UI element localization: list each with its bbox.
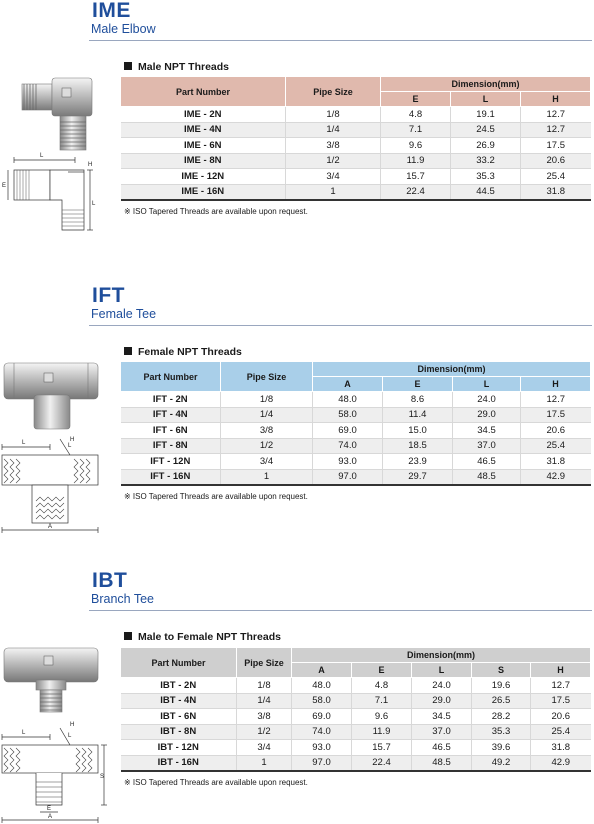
cell-dim: 29.0: [412, 693, 472, 709]
cell-dim: 20.6: [521, 153, 591, 169]
divider: [89, 40, 592, 41]
dim-label-h: H: [70, 437, 75, 443]
dim-label-e: E: [2, 183, 7, 189]
table-row: [121, 454, 591, 470]
ibt-spec-table: [120, 647, 591, 772]
cell-pipe-size: 1/2: [237, 724, 292, 740]
header-dim-h: H: [521, 92, 591, 107]
cell-pipe-size: 1/2: [221, 438, 313, 454]
cell-part-number: IFT - 16N: [121, 469, 221, 485]
cell-dim: 31.8: [521, 184, 591, 200]
product-subtitle: Male Elbow: [91, 22, 156, 36]
cell-dim: 17.5: [521, 407, 591, 423]
table-row: [121, 469, 591, 485]
cell-dim: 11.4: [383, 407, 453, 423]
cell-pipe-size: 1/4: [237, 693, 292, 709]
cell-part-number: IBT - 8N: [121, 724, 237, 740]
cell-part-number: IBT - 12N: [121, 740, 237, 756]
cell-dim: 9.6: [352, 709, 412, 725]
dim-label-s: S: [100, 774, 105, 780]
cell-dim: 48.0: [313, 392, 383, 408]
header-part-number: Part Number: [121, 77, 286, 107]
ibt-tee-drawing: [0, 640, 110, 824]
thread-type-text: Female NPT Threads: [138, 346, 242, 358]
cell-dim: 44.5: [451, 184, 521, 200]
cell-part-number: IME - 8N: [121, 153, 286, 169]
cell-dim: 93.0: [313, 454, 383, 470]
dim-label-l-side: L: [92, 201, 96, 207]
cell-dim: 42.9: [531, 755, 591, 771]
cell-dim: 4.8: [381, 107, 451, 123]
cell-part-number: IFT - 4N: [121, 407, 221, 423]
cell-part-number: IFT - 12N: [121, 454, 221, 470]
cell-dim: 69.0: [313, 423, 383, 439]
header-dim-h: H: [531, 663, 591, 678]
cell-dim: 22.4: [381, 184, 451, 200]
header-pipe-size: Pipe Size: [286, 77, 381, 107]
dim-label-h: H: [70, 722, 75, 728]
header-pipe-size: Pipe Size: [237, 648, 292, 678]
dim-label-e: E: [47, 806, 52, 812]
cell-dim: 25.4: [531, 724, 591, 740]
cell-part-number: IME - 16N: [121, 184, 286, 200]
header-dim-a: A: [292, 663, 352, 678]
table-row: [121, 122, 591, 138]
cell-dim: 18.5: [383, 438, 453, 454]
ime-spec-table: [120, 76, 591, 201]
cell-dim: 19.1: [451, 107, 521, 123]
cell-part-number: IME - 6N: [121, 138, 286, 154]
divider: [89, 610, 592, 611]
cell-dim: 12.7: [521, 107, 591, 123]
cell-dim: 74.0: [292, 724, 352, 740]
dim-label-h: H: [88, 162, 93, 168]
cell-pipe-size: 1/4: [221, 407, 313, 423]
cell-part-number: IFT - 8N: [121, 438, 221, 454]
header-dim-h: H: [521, 377, 591, 392]
product-code: IFT: [92, 284, 125, 307]
cell-dim: 17.5: [521, 138, 591, 154]
product-code: IBT: [92, 569, 128, 592]
cell-dim: 4.8: [352, 678, 412, 694]
cell-part-number: IFT - 2N: [121, 392, 221, 408]
cell-dim: 37.0: [453, 438, 521, 454]
cell-dim: 9.6: [381, 138, 451, 154]
header-dim-e: E: [352, 663, 412, 678]
dim-label-l-top: L: [22, 730, 26, 736]
cell-dim: 29.0: [453, 407, 521, 423]
cell-dim: 7.1: [352, 693, 412, 709]
cell-pipe-size: 1/4: [286, 122, 381, 138]
cell-dim: 15.7: [352, 740, 412, 756]
cell-dim: 25.4: [521, 438, 591, 454]
cell-dim: 39.6: [472, 740, 531, 756]
table-row: [121, 184, 591, 200]
cell-part-number: IBT - 4N: [121, 693, 237, 709]
cell-dim: 24.0: [412, 678, 472, 694]
cell-dim: 69.0: [292, 709, 352, 725]
header-dim-e: E: [383, 377, 453, 392]
header-part-number: Part Number: [121, 648, 237, 678]
table-row: [121, 755, 591, 771]
cell-dim: 17.5: [531, 693, 591, 709]
cell-pipe-size: 1: [286, 184, 381, 200]
cell-dim: 19.6: [472, 678, 531, 694]
header-dim-s: S: [472, 663, 531, 678]
table-row: [121, 107, 591, 123]
header-dimension: Dimension(mm): [313, 362, 591, 377]
header-part-number: Part Number: [121, 362, 221, 392]
table-row: [121, 423, 591, 439]
table-row: [121, 138, 591, 154]
cell-part-number: IBT - 6N: [121, 709, 237, 725]
cell-dim: 37.0: [412, 724, 472, 740]
cell-dim: 7.1: [381, 122, 451, 138]
thread-type-text: Male to Female NPT Threads: [138, 631, 281, 643]
dim-label-l-right: L: [68, 443, 72, 449]
cell-pipe-size: 3/4: [286, 169, 381, 185]
dim-label-l-top: L: [40, 153, 44, 159]
cell-dim: 20.6: [521, 423, 591, 439]
cell-dim: 46.5: [453, 454, 521, 470]
thread-type-label: [124, 61, 229, 73]
iso-note: ※ ISO Tapered Threads are available upon request.: [124, 207, 308, 216]
dim-label-l-right: L: [68, 733, 72, 739]
table-row: [121, 392, 591, 408]
bullet-square-icon: [124, 347, 132, 355]
cell-pipe-size: 3/4: [221, 454, 313, 470]
cell-dim: 26.5: [472, 693, 531, 709]
cell-dim: 48.5: [412, 755, 472, 771]
cell-dim: 11.9: [381, 153, 451, 169]
ift-tee-drawing: [0, 355, 110, 535]
table-row: [121, 740, 591, 756]
cell-pipe-size: 3/8: [237, 709, 292, 725]
table-row: [121, 153, 591, 169]
cell-dim: 12.7: [521, 122, 591, 138]
cell-pipe-size: 1/8: [286, 107, 381, 123]
cell-dim: 11.9: [352, 724, 412, 740]
cell-pipe-size: 3/8: [286, 138, 381, 154]
cell-part-number: IBT - 16N: [121, 755, 237, 771]
cell-dim: 34.5: [453, 423, 521, 439]
cell-dim: 33.2: [451, 153, 521, 169]
thread-type-label: [124, 346, 242, 358]
cell-dim: 35.3: [451, 169, 521, 185]
header-dim-a: A: [313, 377, 383, 392]
cell-dim: 25.4: [521, 169, 591, 185]
cell-dim: 28.2: [472, 709, 531, 725]
table-row: [121, 678, 591, 694]
cell-part-number: IME - 4N: [121, 122, 286, 138]
thread-type-label: [124, 631, 281, 643]
cell-dim: 31.8: [531, 740, 591, 756]
cell-pipe-size: 1: [237, 755, 292, 771]
cell-dim: 34.5: [412, 709, 472, 725]
cell-dim: 48.0: [292, 678, 352, 694]
cell-pipe-size: 1/2: [286, 153, 381, 169]
cell-part-number: IME - 12N: [121, 169, 286, 185]
cell-dim: 42.9: [521, 469, 591, 485]
cell-dim: 97.0: [292, 755, 352, 771]
dim-label-a: A: [48, 814, 53, 820]
cell-pipe-size: 3/8: [221, 423, 313, 439]
cell-dim: 15.0: [383, 423, 453, 439]
header-dim-l: L: [451, 92, 521, 107]
cell-dim: 35.3: [472, 724, 531, 740]
cell-dim: 97.0: [313, 469, 383, 485]
cell-dim: 31.8: [521, 454, 591, 470]
header-dim-e: E: [381, 92, 451, 107]
cell-dim: 74.0: [313, 438, 383, 454]
cell-dim: 29.7: [383, 469, 453, 485]
product-subtitle: Female Tee: [91, 307, 157, 321]
cell-dim: 24.0: [453, 392, 521, 408]
product-code: IME: [92, 0, 131, 22]
cell-pipe-size: 1: [221, 469, 313, 485]
header-dimension: Dimension(mm): [381, 77, 591, 92]
cell-dim: 22.4: [352, 755, 412, 771]
cell-dim: 26.9: [451, 138, 521, 154]
cell-part-number: IBT - 2N: [121, 678, 237, 694]
cell-dim: 15.7: [381, 169, 451, 185]
cell-pipe-size: 3/4: [237, 740, 292, 756]
divider: [89, 325, 592, 326]
ime-elbow-drawing: [0, 70, 120, 240]
bullet-square-icon: [124, 632, 132, 640]
header-pipe-size: Pipe Size: [221, 362, 313, 392]
cell-dim: 49.2: [472, 755, 531, 771]
cell-dim: 8.6: [383, 392, 453, 408]
cell-dim: 24.5: [451, 122, 521, 138]
product-subtitle: Branch Tee: [91, 592, 155, 606]
dim-label-a: A: [48, 524, 53, 530]
cell-part-number: IME - 2N: [121, 107, 286, 123]
cell-dim: 93.0: [292, 740, 352, 756]
cell-dim: 20.6: [531, 709, 591, 725]
cell-part-number: IFT - 6N: [121, 423, 221, 439]
cell-pipe-size: 1/8: [221, 392, 313, 408]
ift-spec-table: [120, 361, 591, 486]
dim-label-l-top: L: [22, 440, 26, 446]
table-row: [121, 407, 591, 423]
cell-pipe-size: 1/8: [237, 678, 292, 694]
cell-dim: 58.0: [313, 407, 383, 423]
table-row: [121, 724, 591, 740]
iso-note: ※ ISO Tapered Threads are available upon request.: [124, 492, 308, 501]
table-row: [121, 709, 591, 725]
thread-type-text: Male NPT Threads: [138, 61, 230, 73]
cell-dim: 48.5: [453, 469, 521, 485]
cell-dim: 12.7: [521, 392, 591, 408]
header-dim-l: L: [453, 377, 521, 392]
table-row: [121, 169, 591, 185]
header-dim-l: L: [412, 663, 472, 678]
cell-dim: 12.7: [531, 678, 591, 694]
iso-note: ※ ISO Tapered Threads are available upon request.: [124, 778, 308, 787]
bullet-square-icon: [124, 62, 132, 70]
cell-dim: 58.0: [292, 693, 352, 709]
cell-dim: 46.5: [412, 740, 472, 756]
header-dimension: Dimension(mm): [292, 648, 591, 663]
table-row: [121, 438, 591, 454]
cell-dim: 23.9: [383, 454, 453, 470]
table-row: [121, 693, 591, 709]
